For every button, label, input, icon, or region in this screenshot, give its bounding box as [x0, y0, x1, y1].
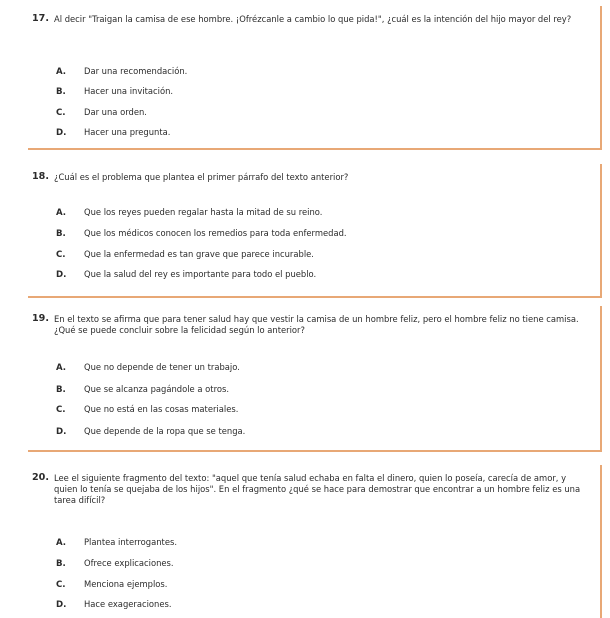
option-text: Que depende de la ropa que se tenga.: [84, 426, 246, 436]
option-letter: C.: [56, 405, 66, 415]
option-text: Que la enfermedad es tan grave que parece incurable.: [84, 249, 314, 259]
option-text: Dar una orden.: [84, 107, 147, 117]
option-letter: A.: [56, 363, 67, 373]
option-text: Hacer una invitación.: [84, 86, 174, 96]
option-letter: D.: [56, 270, 67, 280]
option-text: Que los médicos conocen los remedios para toda enfermedad.: [84, 228, 347, 238]
option-a[interactable]: [56, 66, 187, 78]
option-text: Que los reyes pueden regalar hasta la mitad de su reino.: [84, 207, 323, 217]
option-letter: C.: [56, 250, 66, 260]
option-d[interactable]: [56, 426, 245, 438]
option-letter: B.: [56, 87, 66, 97]
question-text: En el texto se afirma que para tener salud hay que vestir la camisa de un hombre feliz, pero el hombre feliz no tiene camisa. ¿Qué se puede concluir sobre la felicidad según lo anterior?: [54, 314, 579, 335]
question-17: [0, 6, 610, 150]
option-letter: C.: [56, 108, 66, 118]
option-d[interactable]: [56, 127, 170, 139]
question-text: Lee el siguiente fragmento del texto: "aquel que tenía salud echaba en falta el dinero, quien lo poseía, carecía de amor, y quien lo tenía se quejaba de los hijos". En el fragmento ¿qué se hace para demostrar que encontrar a un hombre feliz es una tarea difícil?: [54, 473, 581, 505]
question-number: 17.: [32, 13, 49, 24]
option-text: Que la salud del rey es importante para todo el pueblo.: [84, 269, 317, 279]
option-d[interactable]: [56, 599, 172, 611]
question-stem: [32, 473, 592, 506]
option-c[interactable]: [56, 404, 238, 416]
option-letter: D.: [56, 128, 67, 138]
option-letter: B.: [56, 559, 66, 569]
question-text: Al decir "Traigan la camisa de ese hombre. ¡Ofrézcanle a cambio lo que pida!", ¿cuál es la intención del hijo mayor del rey?: [54, 14, 572, 24]
question-stem: [32, 172, 592, 183]
question-number: 19.: [32, 313, 49, 324]
question-18: [0, 164, 610, 298]
option-b[interactable]: [56, 558, 174, 570]
question-stem: [32, 14, 592, 25]
option-letter: A.: [56, 538, 67, 548]
option-letter: A.: [56, 67, 67, 77]
option-letter: B.: [56, 229, 66, 239]
option-text: Que no depende de tener un trabajo.: [84, 362, 240, 372]
option-b[interactable]: [56, 228, 347, 240]
option-text: Que no está en las cosas materiales.: [84, 404, 239, 414]
question-text: ¿Cuál es el problema que plantea el primer párrafo del texto anterior?: [54, 172, 349, 182]
option-a[interactable]: [56, 207, 322, 219]
question-20: [0, 465, 610, 618]
option-c[interactable]: [56, 107, 147, 119]
option-letter: C.: [56, 580, 66, 590]
question-19: [0, 306, 610, 452]
option-a[interactable]: [56, 362, 240, 374]
option-text: Dar una recomendación.: [84, 66, 188, 76]
option-d[interactable]: [56, 269, 316, 281]
option-text: Hace exageraciones.: [84, 599, 172, 609]
option-c[interactable]: [56, 249, 314, 261]
question-number: 18.: [32, 171, 49, 182]
question-stem: [32, 314, 592, 336]
option-a[interactable]: [56, 537, 177, 549]
option-text: Ofrece explicaciones.: [84, 558, 174, 568]
option-letter: D.: [56, 600, 67, 610]
option-letter: D.: [56, 427, 67, 437]
option-letter: A.: [56, 208, 67, 218]
option-text: Que se alcanza pagándole a otros.: [84, 384, 229, 394]
question-number: 20.: [32, 472, 49, 483]
option-c[interactable]: [56, 579, 167, 591]
option-b[interactable]: [56, 384, 229, 396]
option-text: Menciona ejemplos.: [84, 579, 168, 589]
option-text: Plantea interrogantes.: [84, 537, 178, 547]
option-letter: B.: [56, 385, 66, 395]
option-b[interactable]: [56, 86, 173, 98]
option-text: Hacer una pregunta.: [84, 127, 171, 137]
